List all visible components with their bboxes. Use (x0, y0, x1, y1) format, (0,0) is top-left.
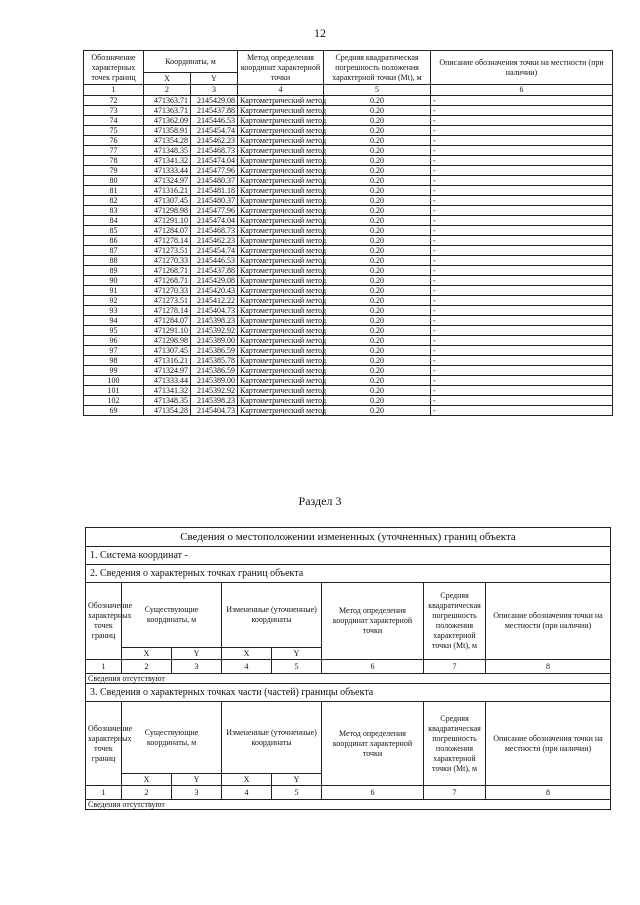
error-value: 0.20 (324, 246, 431, 256)
column-number: 6 (322, 786, 424, 800)
error-value: 0.20 (324, 326, 431, 336)
coord-y: 2145474.04 (191, 216, 238, 226)
table-row (84, 146, 613, 156)
coord-y: 2145446.53 (191, 256, 238, 266)
coord-y: 2145404.73 (191, 406, 238, 416)
column-number: 6 (431, 85, 613, 96)
method: Картометрический метод (238, 366, 324, 376)
table-row (84, 286, 613, 296)
point-id: 82 (84, 196, 144, 206)
point-id: 88 (84, 256, 144, 266)
table-row (84, 296, 613, 306)
description: - (431, 296, 613, 306)
coord-x: 471291.10 (144, 326, 191, 336)
coordinates-table (83, 50, 613, 416)
column-number: 2 (122, 786, 172, 800)
error-value: 0.20 (324, 146, 431, 156)
coord-x: 471298.98 (144, 206, 191, 216)
description: - (431, 136, 613, 146)
column-number: 5 (324, 85, 431, 96)
error-value: 0.20 (324, 316, 431, 326)
p3-description: Описание обозначения точки на местности (при наличии) (486, 702, 611, 786)
point-id: 69 (84, 406, 144, 416)
p2-ch-y: Y (272, 648, 322, 660)
coord-y: 2145398.23 (191, 316, 238, 326)
error-value: 0.20 (324, 286, 431, 296)
coord-x: 471298.98 (144, 336, 191, 346)
coord-y: 2145386.59 (191, 346, 238, 356)
method: Картометрический метод (238, 196, 324, 206)
description: - (431, 226, 613, 236)
column-number: 2 (122, 660, 172, 674)
coord-y: 2145429.08 (191, 276, 238, 286)
coord-y: 2145404.73 (191, 306, 238, 316)
coord-y: 2145474.04 (191, 156, 238, 166)
table-row (84, 166, 613, 176)
table2-title: Сведения о местоположении измененных (уточненных) границ объекта (86, 528, 611, 547)
header-method: Метод определения координат характерной точки (238, 51, 324, 85)
p2-existing: Существующие координаты, м (122, 583, 222, 648)
description: - (431, 246, 613, 256)
table-row (84, 386, 613, 396)
table-row (84, 306, 613, 316)
method: Картометрический метод (238, 306, 324, 316)
section-title: Раздел 3 (298, 494, 342, 508)
error-value: 0.20 (324, 236, 431, 246)
coord-y: 2145389.00 (191, 336, 238, 346)
coord-x: 471348.35 (144, 146, 191, 156)
error-value: 0.20 (324, 216, 431, 226)
coord-y: 2145481.18 (191, 186, 238, 196)
coord-x: 471324.97 (144, 366, 191, 376)
coord-x: 471270.33 (144, 286, 191, 296)
column-number: 5 (272, 786, 322, 800)
coord-y: 2145385.78 (191, 356, 238, 366)
table-row (84, 156, 613, 166)
p2-description: Описание обозначения точки на местности (при наличии) (486, 583, 611, 660)
description: - (431, 196, 613, 206)
table-row (84, 96, 613, 106)
p2-error: Средняя квадратическая погрешность положения характерной точки (Mt), м (424, 583, 486, 660)
point-id: 80 (84, 176, 144, 186)
method: Картометрический метод (238, 236, 324, 246)
description: - (431, 286, 613, 296)
point-id: 101 (84, 386, 144, 396)
column-number: 1 (84, 85, 144, 96)
description: - (431, 256, 613, 266)
coord-x: 471341.32 (144, 156, 191, 166)
description: - (431, 386, 613, 396)
coord-y: 2145480.37 (191, 196, 238, 206)
table-row (84, 316, 613, 326)
method: Картометрический метод (238, 256, 324, 266)
method: Картометрический метод (238, 96, 324, 106)
p2-method: Метод определения координат характерной точки (322, 583, 424, 660)
description: - (431, 156, 613, 166)
table-row (84, 326, 613, 336)
description: - (431, 106, 613, 116)
point-id: 96 (84, 336, 144, 346)
column-number: 3 (191, 85, 238, 96)
description: - (431, 166, 613, 176)
description: - (431, 116, 613, 126)
method: Картометрический метод (238, 106, 324, 116)
header-error: Средняя квадратическая погрешность положения характерной точки (Mt), м (324, 51, 431, 85)
error-value: 0.20 (324, 366, 431, 376)
coord-y: 2145398.23 (191, 396, 238, 406)
coord-x: 471316.21 (144, 356, 191, 366)
coord-y: 2145468.73 (191, 146, 238, 156)
point-id: 99 (84, 366, 144, 376)
coord-x: 471268.71 (144, 266, 191, 276)
p3-ex-x: X (122, 774, 172, 786)
description: - (431, 276, 613, 286)
column-number: 8 (486, 786, 611, 800)
coordinate-system: 1. Система координат - (86, 547, 611, 565)
coord-y: 2145454.74 (191, 126, 238, 136)
error-value: 0.20 (324, 176, 431, 186)
description: - (431, 326, 613, 336)
header-designation: Обозначение характерных точек границ (84, 51, 144, 85)
p2-ex-x: X (122, 648, 172, 660)
description: - (431, 356, 613, 366)
coord-x: 471362.09 (144, 116, 191, 126)
column-number: 6 (322, 660, 424, 674)
point-id: 90 (84, 276, 144, 286)
coord-x: 471307.45 (144, 346, 191, 356)
coord-x: 471278.14 (144, 306, 191, 316)
table-row (84, 376, 613, 386)
error-value: 0.20 (324, 296, 431, 306)
column-number: 3 (172, 660, 222, 674)
coord-x: 471307.45 (144, 196, 191, 206)
coord-y: 2145454.74 (191, 246, 238, 256)
error-value: 0.20 (324, 106, 431, 116)
description: - (431, 306, 613, 316)
coord-x: 471354.28 (144, 136, 191, 146)
method: Картометрический метод (238, 146, 324, 156)
p3-ch-y: Y (272, 774, 322, 786)
coord-x: 471333.44 (144, 376, 191, 386)
table-row (84, 176, 613, 186)
table-row (84, 226, 613, 236)
part2-title: 2. Сведения о характерных точках границ объекта (86, 565, 611, 583)
column-number: 1 (86, 786, 122, 800)
table-row (84, 256, 613, 266)
point-id: 98 (84, 356, 144, 366)
error-value: 0.20 (324, 376, 431, 386)
point-id: 86 (84, 236, 144, 246)
point-id: 85 (84, 226, 144, 236)
column-number: 8 (486, 660, 611, 674)
description: - (431, 176, 613, 186)
point-id: 79 (84, 166, 144, 176)
coord-x: 471291.10 (144, 216, 191, 226)
header-description: Описание обозначения точки на местности (при наличии) (431, 51, 613, 85)
header-coordinates: Координаты, м (144, 51, 238, 73)
method: Картометрический метод (238, 396, 324, 406)
description: - (431, 236, 613, 246)
error-value: 0.20 (324, 306, 431, 316)
coord-y: 2145437.88 (191, 266, 238, 276)
method: Картометрический метод (238, 406, 324, 416)
table-row (84, 356, 613, 366)
error-value: 0.20 (324, 356, 431, 366)
method: Картометрический метод (238, 336, 324, 346)
description: - (431, 336, 613, 346)
error-value: 0.20 (324, 206, 431, 216)
column-number: 1 (86, 660, 122, 674)
column-number: 5 (272, 660, 322, 674)
coord-x: 471333.44 (144, 166, 191, 176)
column-number: 4 (238, 85, 324, 96)
description: - (431, 376, 613, 386)
coord-x: 471270.33 (144, 256, 191, 266)
description: - (431, 96, 613, 106)
header-y: Y (191, 73, 238, 85)
coord-y: 2145446.53 (191, 116, 238, 126)
p3-error: Средняя квадратическая погрешность положения характерной точки (Mt), м (424, 702, 486, 786)
table-row (84, 186, 613, 196)
method: Картометрический метод (238, 316, 324, 326)
method: Картометрический метод (238, 206, 324, 216)
description: - (431, 186, 613, 196)
column-number: 4 (222, 786, 272, 800)
error-value: 0.20 (324, 156, 431, 166)
table-row (84, 366, 613, 376)
description: - (431, 406, 613, 416)
error-value: 0.20 (324, 346, 431, 356)
coord-y: 2145462.23 (191, 136, 238, 146)
point-id: 94 (84, 316, 144, 326)
p3-method: Метод определения координат характерной точки (322, 702, 424, 786)
table-row (84, 266, 613, 276)
point-id: 92 (84, 296, 144, 306)
coord-x: 471363.71 (144, 96, 191, 106)
table-row (84, 126, 613, 136)
point-id: 77 (84, 146, 144, 156)
coord-x: 471284.07 (144, 316, 191, 326)
point-id: 89 (84, 266, 144, 276)
table-row (84, 336, 613, 346)
method: Картометрический метод (238, 266, 324, 276)
table-row (84, 396, 613, 406)
p3-existing: Существующие координаты, м (122, 702, 222, 774)
error-value: 0.20 (324, 186, 431, 196)
method: Картометрический метод (238, 246, 324, 256)
method: Картометрический метод (238, 296, 324, 306)
point-id: 84 (84, 216, 144, 226)
coord-y: 2145429.08 (191, 96, 238, 106)
table-row (84, 136, 613, 146)
coord-y: 2145392.92 (191, 386, 238, 396)
coord-x: 471268.71 (144, 276, 191, 286)
description: - (431, 396, 613, 406)
error-value: 0.20 (324, 136, 431, 146)
point-id: 97 (84, 346, 144, 356)
table-row (84, 406, 613, 416)
error-value: 0.20 (324, 406, 431, 416)
method: Картометрический метод (238, 216, 324, 226)
table-row (84, 206, 613, 216)
method: Картометрический метод (238, 286, 324, 296)
method: Картометрический метод (238, 116, 324, 126)
column-number: 7 (424, 660, 486, 674)
coord-y: 2145480.37 (191, 176, 238, 186)
error-value: 0.20 (324, 276, 431, 286)
point-id: 87 (84, 246, 144, 256)
method: Картометрический метод (238, 226, 324, 236)
method: Картометрический метод (238, 126, 324, 136)
p3-note: Сведения отсутствуют (86, 800, 611, 810)
coord-x: 471284.07 (144, 226, 191, 236)
error-value: 0.20 (324, 126, 431, 136)
point-id: 102 (84, 396, 144, 406)
coord-x: 471273.51 (144, 296, 191, 306)
p2-ex-y: Y (172, 648, 222, 660)
coord-x: 471278.14 (144, 236, 191, 246)
table-row (84, 116, 613, 126)
coord-y: 2145389.00 (191, 376, 238, 386)
description: - (431, 216, 613, 226)
coord-y: 2145437.88 (191, 106, 238, 116)
error-value: 0.20 (324, 166, 431, 176)
page-number: 12 (314, 26, 326, 40)
method: Картометрический метод (238, 386, 324, 396)
point-id: 78 (84, 156, 144, 166)
coord-x: 471358.91 (144, 126, 191, 136)
point-id: 74 (84, 116, 144, 126)
coord-x: 471348.35 (144, 396, 191, 406)
column-number: 7 (424, 786, 486, 800)
method: Картометрический метод (238, 326, 324, 336)
table-row (84, 236, 613, 246)
point-id: 91 (84, 286, 144, 296)
point-id: 100 (84, 376, 144, 386)
table-row (84, 276, 613, 286)
point-id: 75 (84, 126, 144, 136)
p2-designation: Обозначение характерных точек границ (86, 583, 122, 660)
p3-designation: Обозначение характерных точек границ (86, 702, 122, 786)
p3-ex-y: Y (172, 774, 222, 786)
coord-x: 471324.97 (144, 176, 191, 186)
error-value: 0.20 (324, 196, 431, 206)
coord-y: 2145412.22 (191, 296, 238, 306)
column-number: 4 (222, 660, 272, 674)
error-value: 0.20 (324, 386, 431, 396)
coord-x: 471273.51 (144, 246, 191, 256)
description: - (431, 146, 613, 156)
coord-x: 471316.21 (144, 186, 191, 196)
point-id: 93 (84, 306, 144, 316)
table-row (84, 246, 613, 256)
part3-title: 3. Сведения о характерных точках части (частей) границы объекта (86, 684, 611, 702)
error-value: 0.20 (324, 336, 431, 346)
point-id: 95 (84, 326, 144, 336)
description: - (431, 346, 613, 356)
coord-y: 2145420.43 (191, 286, 238, 296)
description: - (431, 366, 613, 376)
point-id: 73 (84, 106, 144, 116)
method: Картометрический метод (238, 156, 324, 166)
method: Картометрический метод (238, 276, 324, 286)
point-id: 76 (84, 136, 144, 146)
method: Картометрический метод (238, 186, 324, 196)
header-x: X (144, 73, 191, 85)
point-id: 81 (84, 186, 144, 196)
point-id: 72 (84, 96, 144, 106)
description: - (431, 126, 613, 136)
point-id: 83 (84, 206, 144, 216)
changed-boundaries-table (85, 527, 611, 810)
coord-y: 2145477.96 (191, 206, 238, 216)
error-value: 0.20 (324, 256, 431, 266)
p3-ch-x: X (222, 774, 272, 786)
p2-ch-x: X (222, 648, 272, 660)
error-value: 0.20 (324, 116, 431, 126)
error-value: 0.20 (324, 266, 431, 276)
error-value: 0.20 (324, 396, 431, 406)
table-row (84, 196, 613, 206)
description: - (431, 266, 613, 276)
error-value: 0.20 (324, 96, 431, 106)
p3-changed: Измененные (уточненные) координаты (222, 702, 322, 774)
coord-x: 471354.28 (144, 406, 191, 416)
coord-y: 2145477.96 (191, 166, 238, 176)
column-number: 3 (172, 786, 222, 800)
method: Картометрический метод (238, 166, 324, 176)
method: Картометрический метод (238, 136, 324, 146)
coord-y: 2145392.92 (191, 326, 238, 336)
coord-x: 471363.71 (144, 106, 191, 116)
error-value: 0.20 (324, 226, 431, 236)
coord-y: 2145462.23 (191, 236, 238, 246)
p2-changed: Измененные (уточненные) координаты (222, 583, 322, 648)
p2-note: Сведения отсутствуют (86, 674, 611, 684)
method: Картометрический метод (238, 376, 324, 386)
column-number: 2 (144, 85, 191, 96)
description: - (431, 316, 613, 326)
method: Картометрический метод (238, 356, 324, 366)
coord-x: 471341.32 (144, 386, 191, 396)
coord-y: 2145468.73 (191, 226, 238, 236)
table-row (84, 106, 613, 116)
description: - (431, 206, 613, 216)
method: Картометрический метод (238, 176, 324, 186)
table-row (84, 216, 613, 226)
table-row (84, 346, 613, 356)
coord-y: 2145386.59 (191, 366, 238, 376)
method: Картометрический метод (238, 346, 324, 356)
